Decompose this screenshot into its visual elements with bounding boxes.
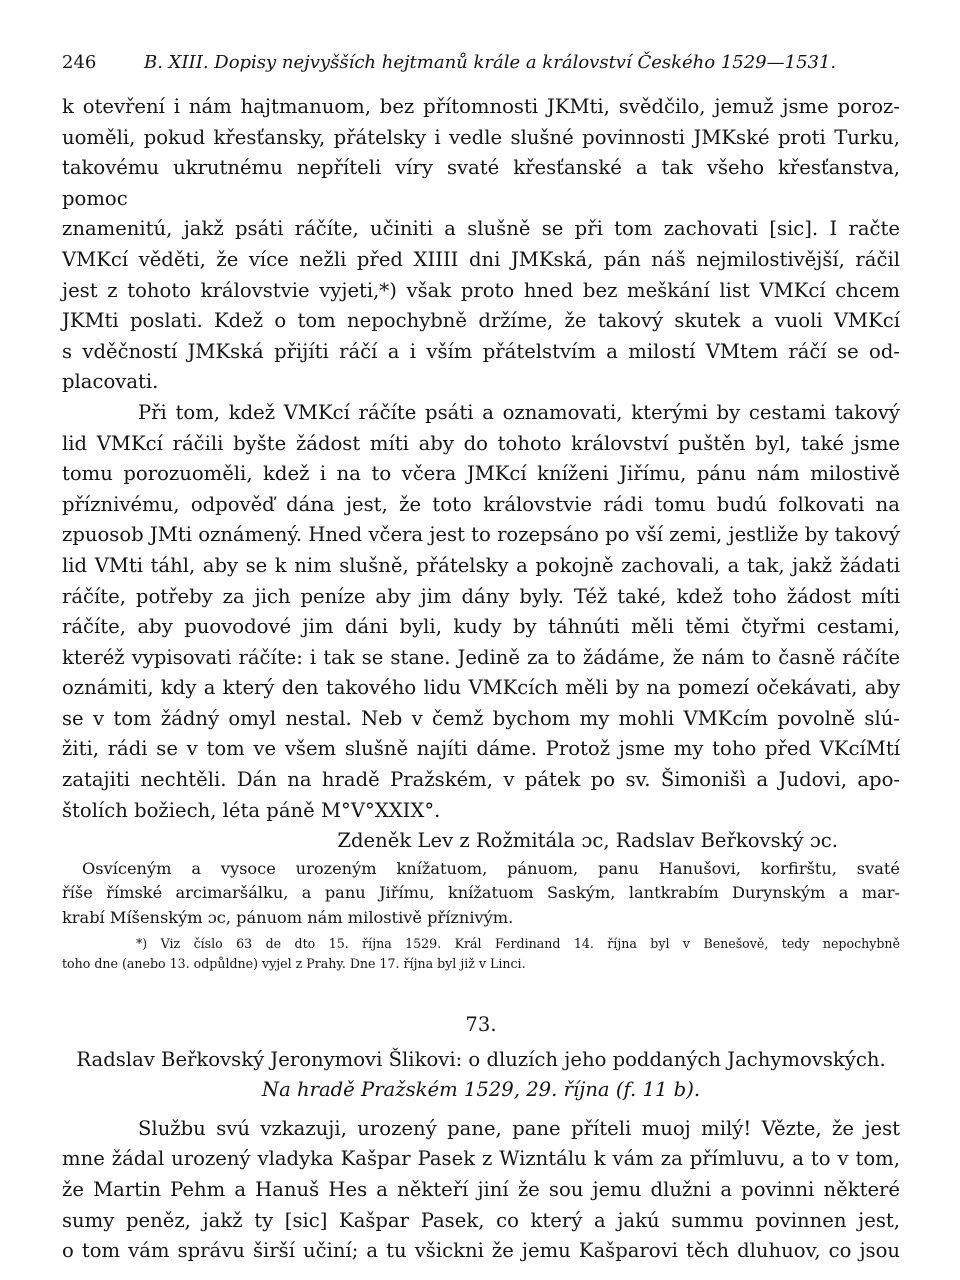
text-line: sumy peněz, jakž ty [sic] Kašpar Pasek, co který a jakú summu povinnen jest, — [62, 1208, 900, 1232]
text-line: uoměli, pokud křesťansky, přátelsky i vedle slušné povinnosti JMKské proti Turku, — [62, 125, 900, 149]
paragraph-2 — [62, 398, 900, 826]
text-line: mne žádal urozený vladyka Kašpar Pasek z Wizntálu k vám za přímluvu, a to v tom, — [62, 1147, 900, 1171]
letter-73-body — [62, 1114, 900, 1267]
text-line: znamenitú, jakž psáti ráčíte, učiniti a slušně se při tom zachovati [sic]. I račte — [62, 217, 900, 241]
text-line: se v tom žádný omyl nestal. Neb v čemž bychom my mohli VMKcím povolně slú- — [62, 706, 900, 730]
address-line: Osvíceným a vysoce urozeným knížatuom, pánuom, panu Hanušovi, korfirštu, svaté — [82, 858, 900, 878]
text-line: Službu svú vzkazuji, urozený pane, pane příteli muoj milý! Vězte, že jest — [138, 1116, 900, 1140]
text-line: JKMti poslati. Kdež o tom nepochybně držíme, že takový skutek a vuoli VMKcí — [62, 309, 900, 333]
page-body — [62, 92, 900, 1267]
signature: Zdeněk Lev z Rožmitála ɔc, Radslav Beřkovský ɔc. — [337, 829, 838, 853]
text-line: kteréž vypisovati ráčíte: i tak se stane. Jedině za to žádáme, že nám to časně ráčíte — [62, 645, 900, 669]
page-number: 246 — [62, 52, 97, 73]
text-line: s vděčností JMKská přijíti ráčí a i vším přátelstvím a milostí VMtem ráčí se od- — [62, 339, 900, 363]
text-line: VMKcí věděti, že více nežli před XIIII dni JMKská, pán náš nejmilostivější, ráčil — [62, 247, 900, 271]
text-line: příznivému, odpověď dána jest, že toto královstvie rádi tomu budú folkovati na — [62, 492, 900, 516]
text-line: o tom vám správu širší učiní; a tu všickni že jemu Kašparovi těch dluhuov, co jsou — [62, 1239, 900, 1263]
text-line: Při tom, kdež VMKcí ráčíte psáti a oznamovati, kterými by cestami takový — [138, 400, 900, 424]
text-line: oznámiti, kdy a který den takového lidu VMKcích měli by na pomezí očekávati, aby — [62, 676, 900, 700]
text-line: že Martin Pehm a Hanuš Hes a někteří jiní že sou jemu dlužni a povinni některé — [62, 1177, 900, 1201]
text-line: lid VMKcí ráčili byšte žádost míti aby do tohoto království puštěn byl, také jsme — [62, 431, 900, 455]
text-line: placovati. — [62, 370, 159, 394]
text-line: ráčíte, potřeby za jich peníze aby jim dány byly. Též také, kdež toho žádost míti — [62, 584, 900, 608]
text-line: lid VMti táhl, aby se k nim slušně, přátelsky a pokojně zachovali, a tak, jakž žádati — [62, 553, 900, 577]
address-block — [62, 857, 900, 931]
text-line: takovému ukrutnému nepříteli víry svaté křesťanské a tak všeho křesťanstva, pomoc — [62, 156, 900, 210]
address-line: krabí Míšenským ɔc, pánuom nám milostivě příznivým. — [62, 907, 514, 927]
footnote-line: *) Viz číslo 63 de dto 15. října 1529. Král Ferdinand 14. října byl v Benešově, tedy nepochybně — [136, 936, 900, 952]
address-line: říše římské arcimaršálku, a panu Jiřímu, knížatuom Saským, lantkrabím Durynským a mar- — [62, 883, 900, 903]
letter-dateline: Na hradě Pražském 1529, 29. října (f. 11 b). — [261, 1078, 701, 1102]
letter-title: Radslav Beřkovský Jeronymovi Šlikovi: o dluzích jeho poddaných Jachymovských. — [76, 1047, 886, 1071]
text-line: k otevření i nám hajtmanuom, bez přítomnosti JKMti, svědčilo, jemuž jsme poroz- — [62, 95, 900, 118]
running-title: B. XIII. Dopisy nejvyšších hejtmanů krále a království Českého 1529—1531. — [144, 52, 837, 73]
text-line: zpuosob JMti oznámený. Hned včera jest to rozepsáno po vší zemi, jestliže by takový — [62, 523, 900, 547]
text-line: tomu porozuoměli, kdež i na to včera JMKcí kníženi Jiřímu, pánu nám milostivě — [62, 462, 900, 486]
text-line: ráčíte, aby puovodové jim dáni byli, kudy by táhnúti měli těmi čtyřmi cestami, — [62, 615, 900, 639]
footnote-line: toho dne (anebo 13. odpůldne) vyjel z Prahy. Dne 17. října byl již v Linci. — [62, 956, 526, 972]
running-header — [62, 50, 898, 76]
text-line: žiti, rádi se v tom ve všem slušně najíti dáme. Protož jsme my toho před VKcíMtí — [62, 737, 900, 761]
text-line: jest z tohoto královstvie vyjeti,*) však proto hned bez meškání list VMKcí chcem — [62, 278, 900, 302]
footnote — [62, 934, 900, 974]
text-line: zatajiti nechtěli. Dán na hradě Pražském, v pátek po sv. Šimonišì a Judovi, apo- — [62, 768, 900, 792]
text-line: štolích božiech, léta páně M°V°XXIX°. — [62, 798, 441, 822]
letter-number: 73. — [465, 1012, 497, 1036]
paragraph-1 — [62, 92, 900, 398]
